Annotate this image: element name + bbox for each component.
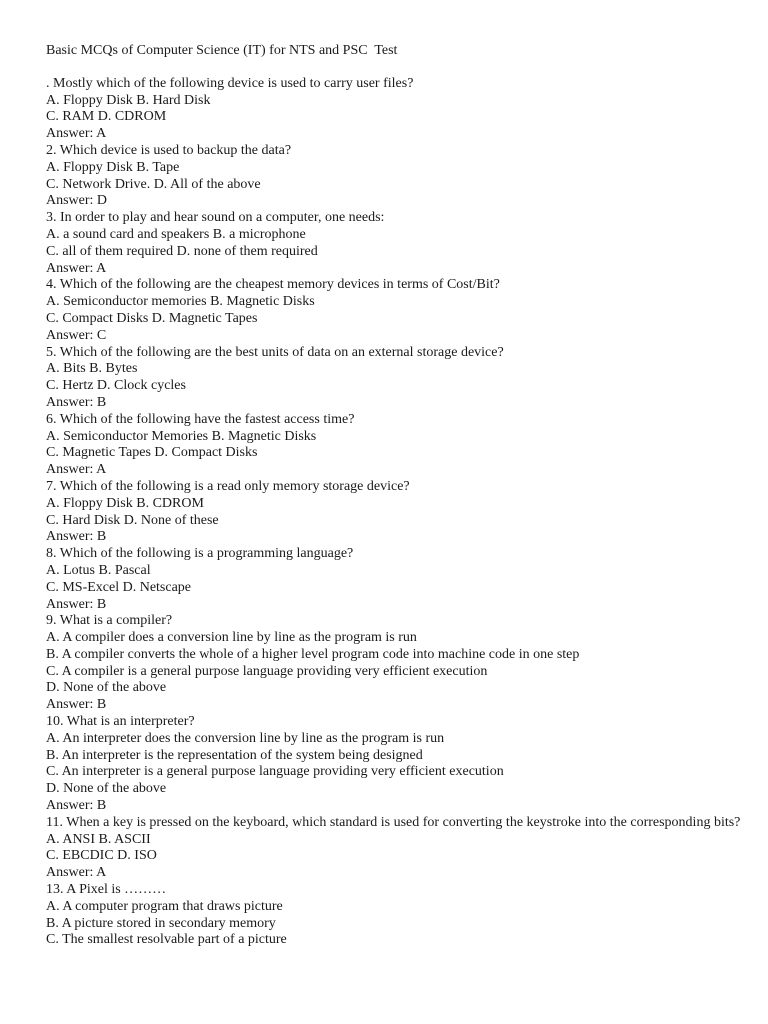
question-line: 6. Which of the following have the fastest access time?: [46, 411, 355, 427]
option-line: B. A picture stored in secondary memory: [46, 915, 276, 931]
option-line: D. None of the above: [46, 680, 167, 696]
option-line: C. MS-Excel D. Netscape: [46, 579, 192, 595]
option-line: A. Semiconductor Memories B. Magnetic Disks: [46, 428, 317, 444]
option-line: A. A computer program that draws picture: [46, 898, 283, 914]
option-line: A. Lotus B. Pascal: [46, 562, 151, 578]
answer-line: Answer: D: [46, 193, 108, 209]
answer-line: Answer: B: [46, 394, 107, 410]
option-line: C. Magnetic Tapes D. Compact Disks: [46, 445, 258, 461]
option-line: C. Hard Disk D. None of these: [46, 512, 219, 528]
question-line: 7. Which of the following is a read only memory storage device?: [46, 478, 410, 494]
question-line: 8. Which of the following is a programming language?: [46, 546, 354, 562]
option-line: A. ANSI B. ASCII: [46, 831, 151, 847]
question-line: 2. Which device is used to backup the data?: [46, 142, 292, 158]
answer-line: Answer: A: [46, 126, 107, 142]
option-line: C. A compiler is a general purpose language providing very efficient execution: [46, 663, 488, 679]
option-line: C. all of them required D. none of them required: [46, 243, 318, 259]
document-title: Basic MCQs of Computer Science (IT) for NTS and PSC Test: [46, 43, 398, 58]
question-line: . Mostly which of the following device is used to carry user files?: [46, 75, 414, 91]
option-line: C. The smallest resolvable part of a picture: [46, 932, 287, 948]
option-line: C. Hertz D. Clock cycles: [46, 378, 186, 394]
answer-line: Answer: A: [46, 865, 107, 881]
option-line: B. An interpreter is the representation of the system being designed: [46, 747, 423, 763]
question-line: 3. In order to play and hear sound on a computer, one needs:: [46, 210, 385, 226]
option-line: D. None of the above: [46, 781, 167, 797]
option-line: A. Floppy Disk B. CDROM: [46, 495, 204, 511]
question-line: 5. Which of the following are the best units of data on an external storage device?: [46, 344, 504, 360]
question-line: 4. Which of the following are the cheapest memory devices in terms of Cost/Bit?: [46, 277, 500, 293]
answer-line: Answer: B: [46, 529, 107, 545]
option-line: A. A compiler does a conversion line by line as the program is run: [46, 630, 417, 646]
option-line: A. Floppy Disk B. Hard Disk: [46, 92, 211, 108]
option-line: C. RAM D. CDROM: [46, 109, 167, 125]
option-line: B. A compiler converts the whole of a higher level program code into machine code in one step: [46, 646, 580, 662]
answer-line: Answer: C: [46, 327, 107, 343]
option-line: A. Floppy Disk B. Tape: [46, 159, 180, 175]
question-line: 9. What is a compiler?: [46, 613, 173, 629]
answer-line: Answer: A: [46, 462, 107, 478]
option-line: A. Semiconductor memories B. Magnetic Disks: [46, 294, 315, 310]
option-line: A. Bits B. Bytes: [46, 361, 138, 377]
question-line: 13. A Pixel is ………: [46, 882, 167, 898]
mcq-list: [46, 76, 746, 949]
answer-line: Answer: B: [46, 596, 107, 612]
answer-line: Answer: A: [46, 260, 107, 276]
option-line: C. EBCDIC D. ISO: [46, 848, 157, 864]
answer-line: Answer: B: [46, 697, 107, 713]
option-line: A. a sound card and speakers B. a microphone: [46, 226, 306, 242]
option-line: C. An interpreter is a general purpose language providing very efficient execution: [46, 764, 504, 780]
question-line: 10. What is an interpreter?: [46, 714, 195, 730]
document-body: [46, 43, 746, 949]
answer-line: Answer: B: [46, 798, 107, 814]
option-line: C. Compact Disks D. Magnetic Tapes: [46, 310, 258, 326]
question-line: 11. When a key is pressed on the keyboard, which standard is used for converting the keystroke into the corresponding bits?: [46, 814, 741, 830]
option-line: A. An interpreter does the conversion line by line as the program is run: [46, 730, 445, 746]
option-line: C. Network Drive. D. All of the above: [46, 176, 261, 192]
